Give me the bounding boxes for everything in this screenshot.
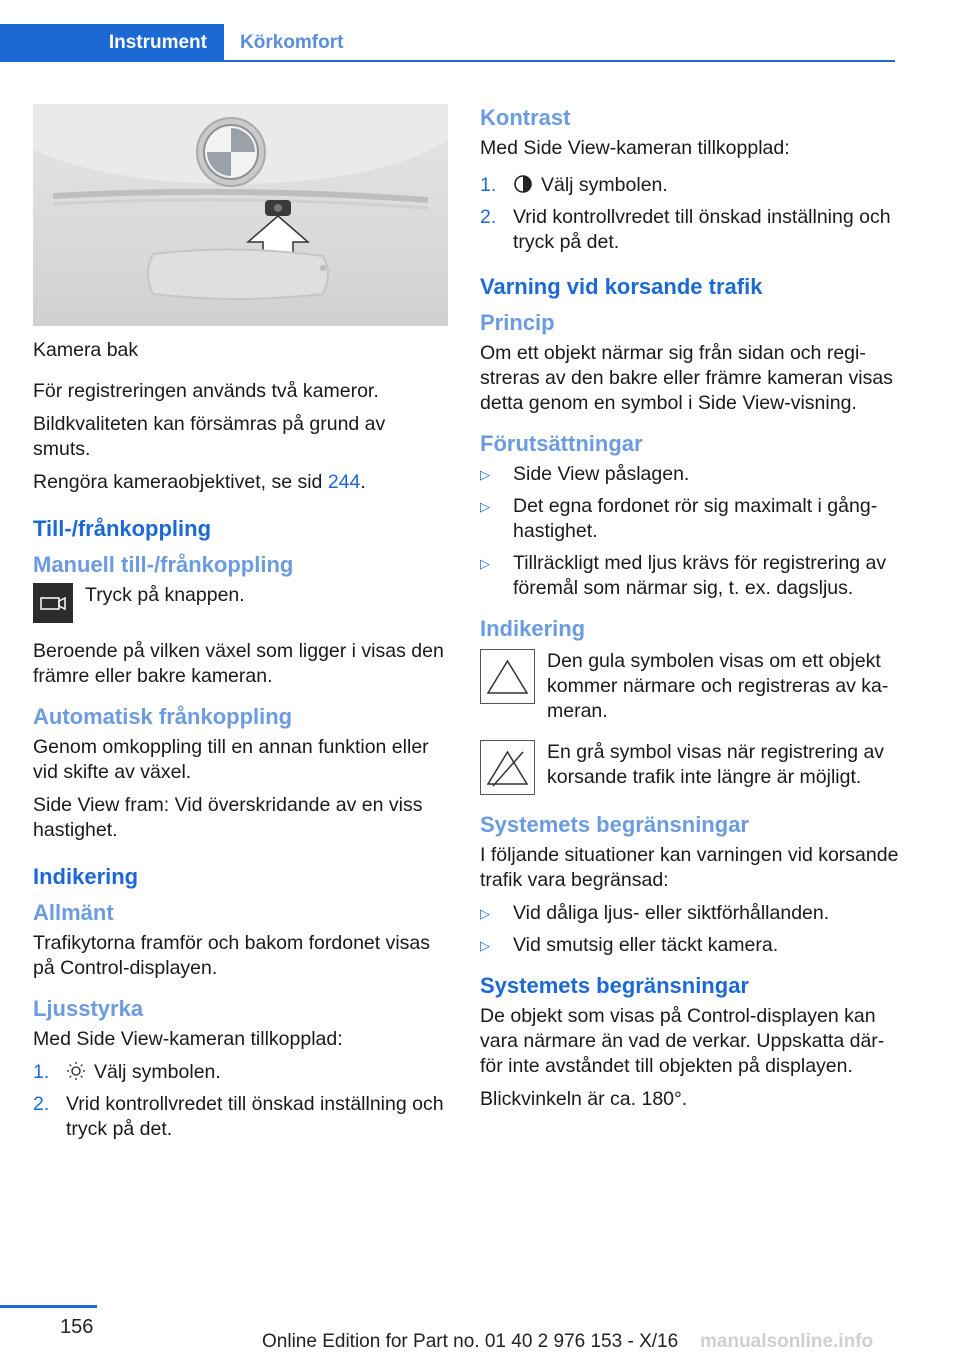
contrast-icon xyxy=(513,174,533,194)
edition-text: Online Edition for Part no. 01 40 2 976 153 - X/16 xyxy=(262,1331,679,1352)
heading-automatisk: Automatisk frånkoppling xyxy=(33,704,293,729)
indicator-grey-row xyxy=(480,740,900,795)
heading-till-frankoppling: Till-/frånkoppling xyxy=(33,516,212,541)
step-text: Välj symbolen. xyxy=(94,1061,221,1083)
heading-princip: Princip xyxy=(480,310,555,335)
brightness-icon xyxy=(66,1061,86,1081)
step-number: 1. xyxy=(33,1061,50,1083)
bullet-triangle-icon: ▷ xyxy=(480,906,490,921)
step-number: 2. xyxy=(480,206,497,228)
list-item xyxy=(33,1060,448,1085)
heading-kontrast: Kontrast xyxy=(480,105,571,130)
page-number: 156 xyxy=(60,1316,94,1338)
tab-korkomfort[interactable]: Körkomfort xyxy=(240,32,344,53)
paragraph-image-quality: Bildkvaliteten kan försämras på grund av smuts. xyxy=(33,413,386,460)
heading-manuell: Manuell till-/frånkoppling xyxy=(33,552,294,577)
indicator-yellow-row xyxy=(480,649,900,724)
footer-rule xyxy=(0,1305,97,1308)
paragraph-gear-dependent: Beroende på vilken växel som ligger i visas den främre eller bakre kameran. xyxy=(33,640,444,687)
paragraph-two-cameras: För registreringen används två kameror. xyxy=(33,380,379,402)
bullet-text: Vid dåliga ljus- eller siktförhållanden. xyxy=(513,902,830,924)
heading-indikering-left: Indikering xyxy=(33,864,139,889)
bullet-triangle-icon: ▷ xyxy=(480,938,490,953)
paragraph-system2-1: De objekt som visas på Control-displayen kan vara närmare än vad de verkar. Uppskatta därför inte avståndet till objekten på displayen. xyxy=(480,1005,885,1077)
forutsattningar-list xyxy=(480,462,900,601)
bullet-triangle-icon: ▷ xyxy=(480,499,490,514)
step-content xyxy=(513,173,668,198)
paragraph-system1-intro: I följande situationer kan varningen vid korsande trafik vara begränsad: xyxy=(480,844,899,891)
bullet-text: Tillräckligt med ljus krävs för registrering av föremål som närmar sig, t. ex. dagsljus. xyxy=(513,552,887,599)
list-item xyxy=(480,462,900,487)
step-number: 2. xyxy=(33,1093,50,1115)
list-item xyxy=(33,1092,448,1142)
heading-systemets-1: Systemets begränsningar xyxy=(480,812,749,837)
heading-indikering-right: Indikering xyxy=(480,616,586,641)
step-number: 1. xyxy=(480,174,497,196)
step-text: Vrid kontrollvredet till önskad inställning och tryck på det. xyxy=(66,1093,444,1140)
left-column xyxy=(33,104,448,1150)
paragraph-ljus-intro: Med Side View-kameran tillkopplad: xyxy=(33,1028,343,1050)
paragraph-auto-1: Genom omkoppling till en annan funktion eller vid skifte av växel. xyxy=(33,736,429,783)
heading-systemets-2: Systemets begränsningar xyxy=(480,973,749,998)
warning-triangle-icon xyxy=(480,649,535,704)
right-column xyxy=(480,104,900,1120)
list-item xyxy=(480,205,900,255)
press-button-text: Tryck på knappen. xyxy=(85,584,245,606)
bullet-text: Vid smutsig eller täckt kamera. xyxy=(513,934,779,956)
paragraph-clean-lens xyxy=(33,470,448,495)
ljus-steps-list xyxy=(33,1060,448,1142)
bullet-text: Det egna fordonet rör sig maximalt i gånghastighet. xyxy=(513,495,878,542)
list-item xyxy=(480,551,900,601)
heading-varning: Varning vid korsande trafik xyxy=(480,274,763,299)
page-link-244[interactable]: 244 xyxy=(327,471,361,493)
step-text: Vrid kontrollvredet till önskad inställning och tryck på det. xyxy=(513,206,891,253)
bullet-triangle-icon: ▷ xyxy=(480,556,490,571)
indicator-yellow-text: Den gula symbolen visas om ett objekt kommer närmare och registreras av kameran. xyxy=(547,650,889,722)
paragraph-allmant: Trafikytorna framför och bakom fordonet visas på Control-displayen. xyxy=(33,932,431,979)
manual-button-row xyxy=(33,583,448,623)
photo-caption: Kamera bak xyxy=(33,339,139,361)
list-item xyxy=(480,494,900,544)
rear-camera-photo xyxy=(33,104,448,326)
paragraph-princip: Om ett objekt närmar sig från sidan och registreras av den bakre eller främre kameran visas detta genom en symbol i Side View-visning. xyxy=(480,342,893,414)
list-item xyxy=(480,901,900,926)
step-content xyxy=(66,1060,221,1085)
warning-triangle-crossed-icon xyxy=(480,740,535,795)
kontrast-steps-list xyxy=(480,173,900,255)
clean-lens-suffix: . xyxy=(360,471,366,493)
header-tabs xyxy=(0,24,895,62)
tab-instrument[interactable]: Instrument xyxy=(0,24,224,62)
list-item xyxy=(480,173,900,198)
car-rear-illustration xyxy=(33,104,448,326)
begransningar-list xyxy=(480,901,900,958)
paragraph-auto-2: Side View fram: Vid överskridande av en viss hastighet. xyxy=(33,794,423,841)
step-text: Välj symbolen. xyxy=(541,174,668,196)
bullet-text: Side View påslagen. xyxy=(513,463,690,485)
heading-forutsattningar: Förutsättningar xyxy=(480,431,643,456)
indicator-grey-text: En grå symbol visas när registrering av korsande trafik inte längre är möjligt. xyxy=(547,741,885,788)
paragraph-kontrast-intro: Med Side View-kameran tillkopplad: xyxy=(480,137,790,159)
heading-allmant: Allmänt xyxy=(33,900,114,925)
heading-ljusstyrka: Ljusstyrka xyxy=(33,996,144,1021)
paragraph-system2-2: Blickvinkeln är ca. 180°. xyxy=(480,1088,688,1110)
watermark: manualsonline.info xyxy=(700,1331,874,1352)
camera-button-icon xyxy=(33,583,73,623)
clean-lens-text: Rengöra kameraobjektivet, se sid xyxy=(33,471,328,493)
list-item xyxy=(480,933,900,958)
bullet-triangle-icon: ▷ xyxy=(480,467,490,482)
